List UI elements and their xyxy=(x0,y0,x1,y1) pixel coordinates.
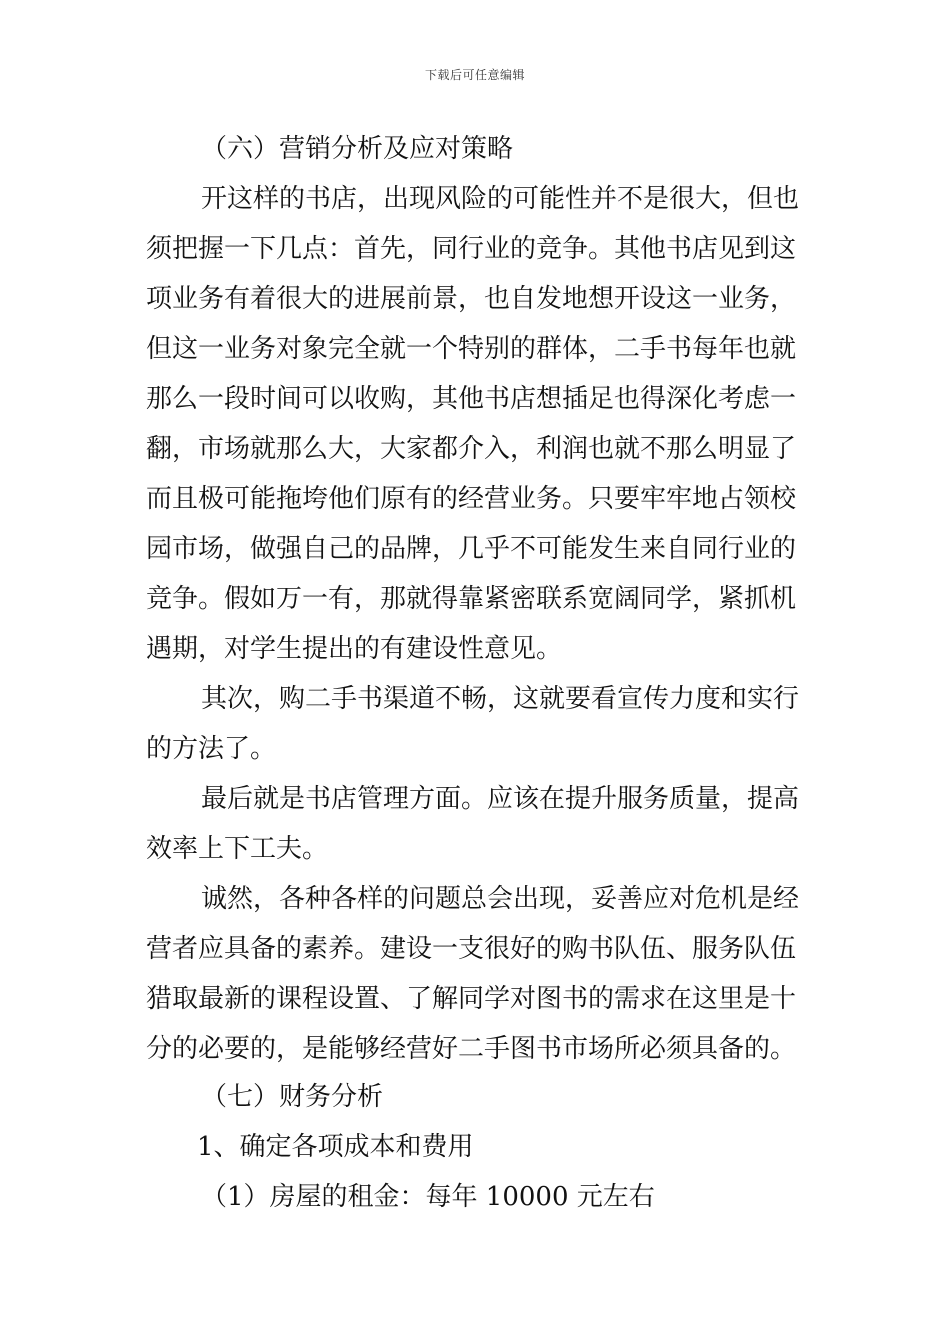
paragraph-line: 营者应具备的素养。建设一支很好的购书队伍、服务队伍 xyxy=(146,934,797,964)
list-item-rent: （1）房屋的租金：每年 10000 元左右 xyxy=(201,1182,655,1212)
paragraph-line: 诚然，各种各样的问题总会出现，妥善应对危机是经 xyxy=(201,884,800,914)
paragraph-line: 开这样的书店，出现风险的可能性并不是很大，但也 xyxy=(201,184,800,214)
section-heading-7: （七）财务分析 xyxy=(201,1082,384,1112)
paragraph-line: 须把握一下几点：首先，同行业的竞争。其他书店见到这 xyxy=(146,234,797,264)
paragraph-line: 效率上下工夫。 xyxy=(146,834,329,864)
paragraph-line: 项业务有着很大的进展前景，也自发地想开设这一业务， xyxy=(146,284,797,314)
paragraph-line: 猎取最新的课程设置、了解同学对图书的需求在这里是十 xyxy=(146,984,797,1014)
paragraph-line: 那么一段时间可以收购，其他书店想插足也得深化考虑一 xyxy=(146,384,797,414)
paragraph-line: 园市场，做强自己的品牌，几乎不可能发生来自同行业的 xyxy=(146,534,797,564)
paragraph-line: 但这一业务对象完全就一个特别的群体，二手书每年也就 xyxy=(146,334,797,364)
section-heading-6: （六）营销分析及应对策略 xyxy=(201,134,514,164)
paragraph-line: 而且极可能拖垮他们原有的经营业务。只要牢牢地占领校 xyxy=(146,484,797,514)
paragraph-line: 分的必要的，是能够经营好二手图书市场所必须具备的。 xyxy=(146,1034,797,1064)
paragraph-line: 其次，购二手书渠道不畅，这就要看宣传力度和实行 xyxy=(201,684,800,714)
paragraph-line: 最后就是书店管理方面。应该在提升服务质量，提高 xyxy=(201,784,800,814)
paragraph-line: 竞争。假如万一有，那就得靠紧密联系宽阔同学，紧抓机 xyxy=(146,584,797,614)
paragraph-line: 遇期，对学生提出的有建设性意见。 xyxy=(146,634,563,664)
header-note: 下载后可任意编辑 xyxy=(424,68,525,82)
paragraph-line: 的方法了。 xyxy=(146,734,277,764)
subheading-cost: 1、确定各项成本和费用 xyxy=(197,1132,474,1162)
paragraph-line: 翻，市场就那么大，大家都介入，利润也就不那么明显了 xyxy=(146,434,797,464)
